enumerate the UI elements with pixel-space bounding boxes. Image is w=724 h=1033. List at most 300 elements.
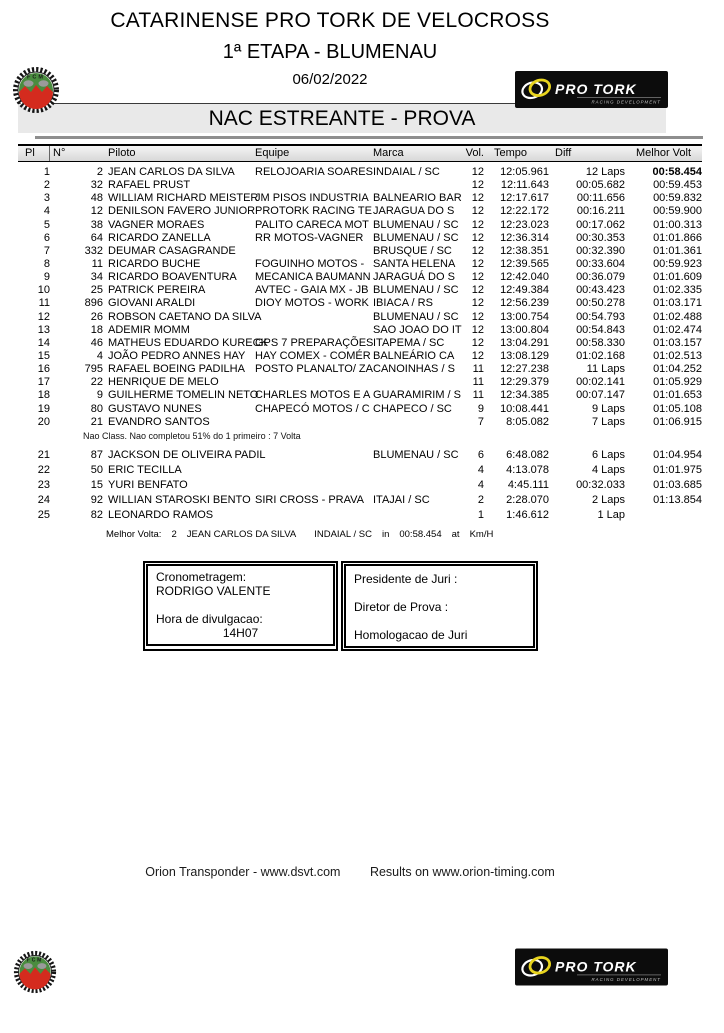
row-cell-pl: 10 (37, 284, 50, 297)
jury-homologation-label: Homologacao de Juri (354, 627, 468, 642)
table-row (18, 416, 702, 429)
fcm-federation-logo-icon (12, 66, 60, 114)
row-cell-vol: 12 (471, 218, 484, 231)
row-cell-num: 25 (90, 284, 103, 297)
table-row (18, 376, 702, 389)
row-cell-tempo: 12:56.239 (500, 297, 549, 310)
row-cell-equipe (255, 245, 373, 258)
row-cell-pl: 15 (37, 349, 50, 362)
row-cell-diff: 00:43.423 (576, 284, 625, 297)
row-cell-marca: GUARAMIRIM / S (373, 389, 462, 402)
row-cell-marca: SANTA HELENA (373, 257, 456, 270)
row-cell-num: 80 (90, 402, 103, 415)
row-cell-pl: 19 (37, 402, 50, 415)
col-header-piloto: Piloto (108, 147, 136, 159)
table-row (18, 403, 702, 416)
row-cell-vol: 6 (477, 448, 484, 461)
row-cell-vol: 12 (471, 179, 484, 192)
row-cell-num: 15 (90, 478, 103, 491)
row-cell-marca: ITAJAI / SC (373, 493, 430, 506)
row-cell-num: 12 (90, 205, 103, 218)
row-cell-pl: 1 (43, 166, 50, 178)
row-cell-piloto: ADEMIR MOMM (108, 323, 190, 336)
signature-boxes (143, 561, 724, 651)
best-lap-at: at (451, 528, 460, 540)
table-row (18, 448, 702, 463)
row-cell-diff: 9 Laps (591, 402, 625, 415)
row-cell-num: 11 (91, 257, 103, 270)
row-cell-marca: BLUMENAU / SC (373, 284, 459, 297)
row-cell-marca: BLUMENAU / SC (373, 448, 459, 461)
row-cell-num: 92 (90, 493, 103, 506)
row-cell-diff: 4 Laps (591, 463, 625, 476)
row-cell-num: 4 (96, 349, 103, 362)
separator-line (35, 136, 703, 139)
event-date: 06/02/2022 (292, 71, 368, 88)
table-row (18, 478, 702, 493)
best-lap-city: INDAIAL / SC (314, 528, 372, 540)
row-cell-tempo: 12:17.617 (500, 192, 549, 205)
category-section-title: NAC ESTREANTE - PROVA (18, 103, 666, 133)
row-cell-vol: 9 (477, 402, 484, 415)
row-cell-vol: 12 (471, 310, 484, 323)
table-row (18, 363, 702, 376)
row-cell-tempo: 13:08.129 (500, 349, 549, 362)
row-cell-vol: 12 (471, 244, 484, 257)
row-cell-piloto: MATHEUS EDUARDO KURECK (108, 336, 268, 349)
row-cell-equipe: RELOJOARIA SOARES (255, 166, 373, 178)
row-cell-melhor: 01:02.335 (653, 284, 702, 297)
jury-president-label: Presidente de Juri : (354, 571, 458, 586)
row-cell-piloto: WILLIAN STAROSKI BENTO (108, 493, 251, 506)
row-cell-num: 38 (90, 218, 103, 231)
row-cell-marca: BLUMENAU / SC (373, 218, 459, 231)
table-row (18, 271, 702, 284)
row-cell-marca (373, 508, 452, 523)
row-cell-tempo: 4:45.111 (507, 478, 549, 491)
row-cell-num: 332 (84, 244, 103, 257)
row-cell-diff: 6 Laps (591, 448, 625, 461)
row-cell-pl: 14 (37, 336, 50, 349)
row-cell-tempo: 6:48.082 (506, 448, 549, 461)
row-cell-equipe (255, 448, 373, 463)
row-cell-tempo: 12:38.351 (500, 244, 549, 257)
table-row (18, 179, 702, 192)
table-row (18, 389, 702, 402)
row-cell-melhor: 01:01.975 (653, 463, 702, 476)
row-cell-pl: 11 (38, 297, 50, 310)
row-cell-tempo: 2:28.070 (506, 493, 549, 506)
row-cell-vol: 11 (472, 363, 484, 376)
row-cell-diff: 00:11.656 (576, 192, 625, 205)
race-director-label: Diretor de Prova : (354, 599, 449, 614)
row-cell-vol: 12 (471, 336, 484, 349)
row-cell-marca: CHAPECO / SC (373, 402, 452, 415)
row-cell-tempo: 12:05.961 (500, 166, 549, 178)
col-header-numero: N° (53, 147, 66, 159)
best-lap-time: 00:58.454 (399, 528, 442, 540)
table-row (18, 337, 702, 350)
svg-text:RACING DEVELOPMENT: RACING DEVELOPMENT (591, 99, 661, 105)
row-cell-tempo: 12:11.643 (500, 179, 549, 192)
row-cell-melhor: 00:59.453 (653, 179, 702, 192)
row-cell-marca: BLUMENAU / SC (373, 310, 459, 323)
row-cell-num: 82 (90, 508, 103, 521)
row-cell-marca: JARAGUA DO S (373, 205, 455, 218)
row-cell-pl: 23 (37, 478, 50, 491)
col-header-tempo: Tempo (494, 147, 528, 159)
row-cell-piloto: ERIC TECILLA (108, 463, 182, 476)
row-cell-marca (373, 416, 452, 429)
row-cell-tempo: 13:00.754 (500, 310, 549, 323)
row-cell-vol: 11 (472, 376, 484, 389)
row-cell-melhor: 01:01.361 (653, 244, 702, 257)
row-cell-piloto: JEAN CARLOS DA SILVA (108, 166, 235, 178)
row-cell-vol: 1 (477, 508, 484, 521)
row-cell-piloto: JOÃO PEDRO ANNES HAY (108, 349, 246, 362)
row-cell-diff: 00:32.033 (576, 478, 625, 491)
row-cell-pl: 25 (37, 508, 50, 521)
row-cell-num: 9 (96, 389, 103, 402)
row-cell-diff: 00:17.062 (576, 218, 625, 231)
best-lap-number: 2 (171, 528, 177, 540)
row-cell-melhor: 01:13.854 (653, 493, 702, 506)
table-row (18, 205, 702, 218)
row-cell-tempo: 10:08.441 (500, 402, 549, 415)
row-cell-equipe: SIRI CROSS - PRAVA (255, 493, 365, 506)
row-cell-equipe: DIOY MOTOS - WORK (255, 297, 369, 310)
row-cell-vol: 7 (477, 415, 484, 428)
col-header-melhor-volt: Melhor Volt (635, 147, 692, 159)
table-row (18, 324, 702, 337)
row-cell-melhor: 01:06.915 (653, 415, 702, 428)
protork-logo (515, 948, 668, 986)
row-cell-vol: 11 (472, 389, 484, 402)
row-cell-marca: ITAPEMA / SC (373, 336, 445, 349)
row-cell-diff: 00:54.843 (576, 323, 625, 336)
best-lap-pilot: JEAN CARLOS DA SILVA (186, 528, 297, 540)
row-cell-diff: 1 Lap (597, 508, 625, 521)
row-cell-piloto: ROBSON CAETANO DA SILVA (108, 310, 262, 323)
row-cell-marca (373, 478, 452, 493)
row-cell-vol: 12 (471, 271, 484, 284)
row-cell-num: 795 (84, 363, 103, 376)
row-cell-equipe: GPS 7 PREPARAÇÕES (255, 336, 374, 349)
fcm-federation-logo-icon (13, 950, 57, 994)
row-cell-diff: 00:32.390 (576, 244, 625, 257)
row-cell-num: 26 (90, 310, 103, 323)
row-cell-melhor: 01:04.252 (653, 363, 702, 376)
svg-text:PRO TORK: PRO TORK (555, 958, 637, 975)
col-header-pl: Pl (18, 146, 50, 161)
row-cell-melhor: 01:02.488 (653, 310, 702, 323)
row-cell-pl: 7 (43, 244, 50, 257)
event-stage-subtitle: 1ª ETAPA - BLUMENAU (222, 41, 438, 63)
row-cell-diff: 00:30.353 (576, 231, 625, 244)
col-header-vol: Vol. (465, 147, 484, 159)
row-cell-piloto: JACKSON DE OLIVEIRA PADIL (108, 448, 266, 461)
row-cell-diff: 2 Laps (591, 493, 625, 506)
publish-time-value: 14H07 (222, 625, 259, 640)
row-cell-num: 32 (90, 179, 103, 192)
row-cell-equipe: JM PISOS INDUSTRIA (255, 192, 369, 205)
row-cell-tempo: 8:05.082 (506, 415, 549, 428)
table-row (18, 258, 702, 271)
row-cell-melhor: 01:05.108 (653, 402, 702, 415)
row-cell-melhor: 01:00.313 (653, 218, 702, 231)
row-cell-piloto: RICARDO ZANELLA (108, 231, 211, 244)
row-cell-num: 50 (90, 463, 103, 476)
row-cell-piloto: DENILSON FAVERO JUNIOR (108, 205, 256, 218)
table-row (18, 297, 702, 310)
row-cell-equipe (255, 179, 373, 192)
row-cell-tempo: 13:04.291 (500, 336, 549, 349)
row-cell-diff: 7 Laps (591, 415, 625, 428)
row-cell-marca: JARAGUÁ DO S (373, 271, 455, 284)
row-cell-melhor: 01:05.929 (653, 376, 702, 389)
row-cell-piloto: RICARDO BOAVENTURA (108, 271, 237, 284)
row-cell-equipe (255, 463, 373, 478)
row-cell-tempo: 1:46.612 (506, 508, 549, 521)
row-cell-melhor: 00:58.454 (652, 166, 702, 178)
table-row (18, 219, 702, 232)
table-header-row (18, 144, 702, 162)
row-cell-piloto: YURI BENFATO (108, 478, 188, 491)
row-cell-piloto: GUSTAVO NUNES (108, 402, 202, 415)
row-cell-pl: 8 (43, 257, 50, 270)
row-cell-pl: 24 (37, 493, 50, 506)
row-cell-melhor: 01:03.685 (653, 478, 702, 491)
row-cell-tempo: 12:49.384 (500, 284, 549, 297)
row-cell-marca: BLUMENAU / SC (373, 231, 459, 244)
row-cell-piloto: PATRICK PEREIRA (108, 284, 206, 297)
svg-text:RACING DEVELOPMENT: RACING DEVELOPMENT (591, 977, 661, 982)
row-cell-diff: 00:02.141 (576, 376, 625, 389)
row-cell-vol: 12 (471, 231, 484, 244)
row-cell-diff: 00:07.147 (576, 389, 625, 402)
row-cell-marca: BRUSQUE / SC (373, 244, 452, 257)
row-cell-pl: 20 (37, 415, 50, 428)
jury-box (341, 561, 538, 651)
row-cell-diff: 00:33.604 (576, 257, 625, 270)
timing-box (143, 561, 338, 651)
footer-credits (0, 865, 700, 879)
table-row (18, 284, 702, 297)
row-cell-pl: 9 (43, 271, 50, 284)
best-lap-in: in (381, 528, 390, 540)
row-cell-equipe: CHAPECÓ MOTOS / C (255, 402, 370, 415)
row-cell-equipe: AVTEC - GAIA MX - JB (255, 284, 369, 297)
row-cell-piloto: WILLIAM RICHARD MEISTER (108, 192, 259, 205)
svg-text:PRO TORK: PRO TORK (555, 81, 637, 97)
col-header-diff: Diff (555, 147, 572, 159)
row-cell-tempo: 12:29.379 (500, 376, 549, 389)
row-cell-vol: 12 (471, 297, 484, 310)
row-cell-piloto: LEONARDO RAMOS (108, 508, 214, 521)
row-cell-num: 18 (90, 323, 103, 336)
row-cell-vol: 12 (471, 166, 484, 178)
row-cell-marca: BALNEÁRIO CA (373, 349, 455, 362)
row-cell-num: 87 (90, 448, 103, 461)
table-row (18, 508, 702, 523)
row-cell-diff: 00:05.682 (576, 179, 625, 192)
row-cell-vol: 2 (477, 493, 484, 506)
row-cell-diff: 00:16.211 (576, 205, 625, 218)
row-cell-num: 21 (90, 415, 103, 428)
row-cell-tempo: 12:36.314 (500, 231, 549, 244)
row-cell-melhor (625, 508, 702, 523)
row-cell-pl: 22 (37, 463, 50, 476)
row-cell-num: 2 (96, 166, 103, 178)
svg-text:FCM: FCM (27, 74, 45, 81)
row-cell-pl: 5 (43, 218, 50, 231)
row-cell-num: 64 (90, 231, 103, 244)
row-cell-diff: 11 Laps (586, 363, 625, 376)
row-cell-pl: 18 (37, 389, 50, 402)
row-cell-vol: 12 (471, 349, 484, 362)
row-cell-pl: 16 (37, 363, 50, 376)
row-cell-tempo: 12:42.040 (500, 271, 549, 284)
row-cell-equipe: POSTO PLANALTO/ ZA (255, 363, 373, 376)
row-cell-melhor: 00:59.832 (653, 192, 702, 205)
row-cell-tempo: 12:34.385 (500, 389, 549, 402)
row-cell-vol: 12 (471, 205, 484, 218)
row-cell-equipe: PALITO CARECA MOT (255, 218, 369, 231)
table-row (18, 245, 702, 258)
row-cell-pl: 12 (37, 310, 50, 323)
row-cell-melhor: 00:59.900 (653, 205, 702, 218)
row-cell-piloto: RAFAEL BOEING PADILHA (108, 363, 245, 376)
row-cell-piloto: HENRIQUE DE MELO (108, 376, 219, 389)
row-cell-marca (373, 376, 452, 389)
table-row (18, 463, 702, 478)
row-cell-diff: 00:54.793 (576, 310, 625, 323)
row-cell-marca (373, 179, 452, 192)
col-header-equipe: Equipe (255, 147, 290, 159)
timing-name: RODRIGO VALENTE (156, 583, 271, 598)
row-cell-diff: 00:50.278 (576, 297, 625, 310)
row-cell-tempo: 12:27.238 (500, 363, 549, 376)
row-cell-num: 34 (90, 271, 103, 284)
row-cell-melhor: 01:01.866 (653, 231, 702, 244)
row-cell-melhor: 01:01.609 (653, 271, 702, 284)
row-cell-equipe (255, 311, 373, 324)
row-cell-equipe: HAY COMEX - COMÉR (255, 349, 371, 362)
row-cell-equipe: FOGUINHO MOTOS - (255, 257, 365, 270)
row-cell-piloto: VAGNER MORAES (108, 218, 205, 231)
best-lap-line (106, 529, 702, 540)
row-cell-vol: 4 (477, 478, 484, 491)
row-cell-diff: 12 Laps (585, 166, 625, 178)
row-cell-equipe (255, 416, 373, 429)
row-cell-melhor: 01:01.653 (653, 389, 702, 402)
row-cell-tempo: 13:00.804 (500, 323, 549, 336)
row-cell-num: 22 (90, 376, 103, 389)
results-table (18, 144, 702, 540)
row-cell-melhor: 01:03.171 (653, 297, 702, 310)
table-row (18, 493, 702, 508)
row-cell-diff: 01:02.168 (576, 349, 625, 362)
best-lap-label: Melhor Volta: (106, 528, 162, 540)
row-cell-num: 896 (84, 297, 103, 310)
row-cell-equipe (255, 508, 373, 523)
table-row (18, 166, 702, 179)
table-row (18, 311, 702, 324)
row-cell-pl: 2 (43, 179, 50, 192)
row-cell-tempo: 12:22.172 (500, 205, 549, 218)
row-cell-marca: BALNEARIO BAR (373, 192, 462, 205)
row-cell-equipe: RR MOTOS-VAGNER (255, 231, 364, 244)
not-classified-note: Nao Class. Nao completou 51% do 1 primeiro : 7 Volta (83, 430, 301, 441)
best-lap-speed-unit: Km/H (469, 528, 494, 540)
row-cell-vol: 12 (471, 323, 484, 336)
row-cell-equipe: CHARLES MOTOS E A (255, 389, 371, 402)
row-cell-melhor: 01:02.513 (653, 349, 702, 362)
row-cell-diff: 00:36.079 (576, 271, 625, 284)
results-site-credit: Results on www.orion-timing.com (369, 865, 555, 879)
row-cell-piloto: RICARDO BUCHE (108, 257, 201, 270)
row-cell-melhor: 01:04.954 (653, 448, 702, 461)
svg-text:FCM: FCM (26, 957, 44, 964)
protork-logo (515, 71, 668, 108)
row-cell-marca: SAO JOAO DO IT (373, 323, 462, 336)
row-cell-melhor: 01:02.474 (653, 323, 702, 336)
row-cell-pl: 21 (37, 448, 50, 461)
row-cell-tempo: 12:23.023 (500, 218, 549, 231)
row-cell-marca: INDAIAL / SC (373, 166, 440, 178)
row-cell-piloto: EVANDRO SANTOS (108, 415, 210, 428)
row-cell-pl: 4 (43, 205, 50, 218)
results-rows (18, 166, 702, 523)
row-cell-piloto: GUILHERME TOMELIN NETO (108, 389, 259, 402)
row-cell-melhor: 00:59.923 (653, 257, 702, 270)
table-row (18, 192, 702, 205)
row-cell-equipe: PROTORK RACING TE (255, 205, 372, 218)
col-header-marca: Marca (373, 147, 404, 159)
page-title: CATARINENSE PRO TORK DE VELOCROSS (110, 9, 550, 32)
row-cell-marca (373, 463, 452, 478)
transponder-credit: Orion Transponder - www.dsvt.com (145, 865, 341, 879)
row-cell-vol: 12 (471, 192, 484, 205)
row-cell-equipe (255, 376, 373, 389)
row-cell-diff: 00:58.330 (576, 336, 625, 349)
row-cell-equipe (255, 324, 373, 337)
row-cell-pl: 17 (37, 376, 50, 389)
row-cell-num: 48 (90, 192, 103, 205)
row-cell-piloto: DEUMAR CASAGRANDE (108, 244, 236, 257)
row-cell-marca: CANOINHAS / S (373, 363, 455, 376)
row-cell-tempo: 12:39.565 (500, 257, 549, 270)
row-cell-tempo: 4:13.078 (506, 463, 549, 476)
row-cell-pl: 13 (37, 323, 50, 336)
row-cell-pl: 6 (43, 231, 50, 244)
row-cell-vol: 12 (471, 257, 484, 270)
publish-time-label: Hora de divulgacao: (156, 611, 263, 626)
row-cell-vol: 4 (477, 463, 484, 476)
row-cell-piloto: RAFAEL PRUST (108, 179, 191, 192)
row-cell-melhor: 01:03.157 (653, 336, 702, 349)
row-cell-pl: 3 (43, 192, 50, 205)
row-cell-vol: 12 (471, 284, 484, 297)
row-cell-equipe (255, 478, 373, 493)
timing-label: Cronometragem: (156, 569, 247, 584)
table-row (18, 232, 702, 245)
row-cell-marca: IBIACA / RS (373, 297, 433, 310)
row-cell-num: 46 (90, 336, 103, 349)
table-row (18, 350, 702, 363)
row-cell-equipe: MECANICA BAUMANN (255, 271, 371, 284)
row-cell-piloto: GIOVANI ARALDI (108, 297, 196, 310)
